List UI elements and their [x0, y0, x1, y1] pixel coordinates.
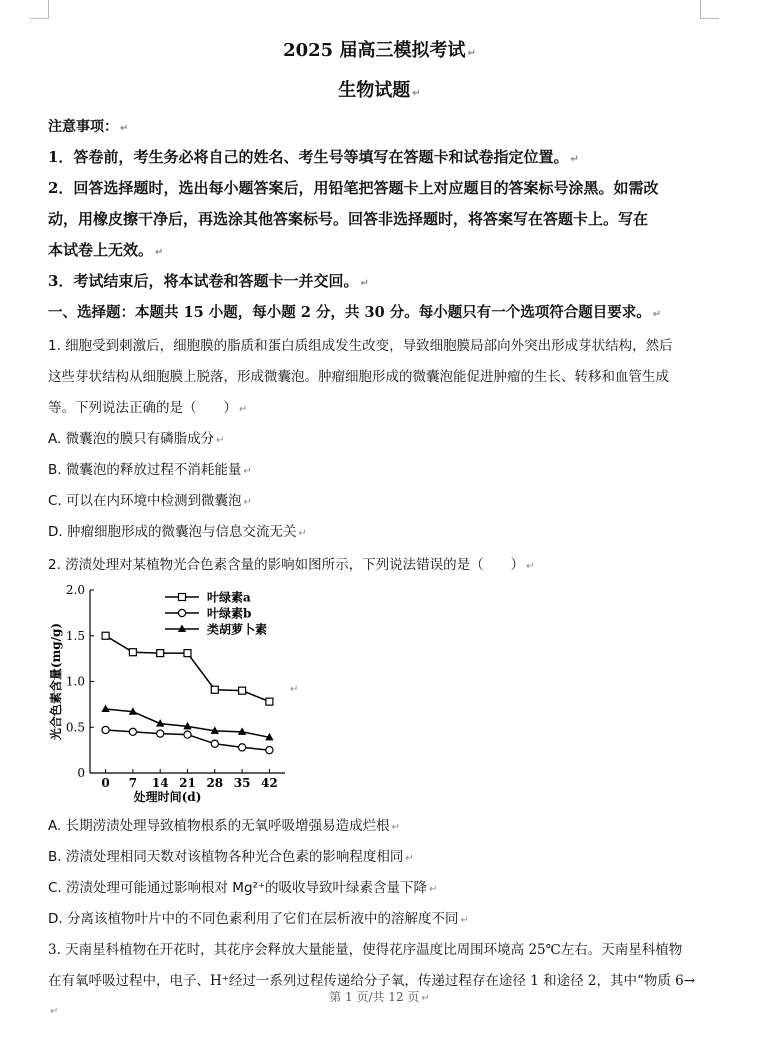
x-tick-label: 21 — [179, 776, 196, 790]
x-tick-label: 0 — [101, 776, 110, 790]
corner-mark-top-right — [700, 0, 719, 19]
question-2-stem: 2. 涝渍处理对某植物光合色素含量的影响如图所示，下列说法错误的是（ ） ↵ — [48, 557, 535, 573]
corner-mark-top-left — [30, 0, 49, 19]
x-tick-label: 28 — [206, 776, 224, 790]
question-3-line: 3. 天南星科植物在开花时，其花序会释放大量能量，使得花序温度比周围环境高 25℃左右。天南星科植物 — [48, 942, 683, 958]
question-2-option-c: C. 涝渍处理可能通过影响根对 Mg²⁺的吸收导致叶绿素含量下降 ↵ — [48, 880, 438, 896]
paragraph-mark: ↵ — [290, 684, 299, 695]
legend-label: 叶绿素b — [207, 606, 252, 621]
notice-heading: 注意事项： ↵ — [48, 119, 129, 135]
data-point-square — [129, 649, 136, 656]
question-1-option-c: C. 可以在内环境中检测到微囊泡 ↵ — [48, 493, 252, 509]
paragraph-mark: ↵ — [50, 1006, 59, 1017]
data-point-circle — [239, 744, 246, 751]
notice-item: 1．答卷前，考生务必将自己的姓名、考生号等填写在答题卡和试卷指定位置。 ↵ — [48, 148, 579, 166]
question-1-stem: 等。下列说法正确的是（ ） ↵ — [48, 400, 248, 416]
data-point-circle — [266, 747, 273, 754]
data-point-circle — [184, 731, 191, 738]
question-2-option-d: D. 分离该植物叶片中的不同色素利用了它们在层析液中的溶解度不同 ↵ — [48, 911, 469, 927]
data-point-circle — [211, 740, 218, 747]
data-point-triangle — [101, 704, 109, 712]
question-2-option-b: B. 涝渍处理相同天数对该植物各种光合色素的影响程度相同 ↵ — [48, 849, 414, 865]
question-1-stem: 这些芽状结构从细胞膜上脱落，形成微囊泡。肿瘤细胞形成的微囊泡能促进肿瘤的生长、转移和血管生成 — [48, 369, 669, 385]
question-1-option-d: D. 肿瘤细胞形成的微囊泡与信息交流无关 ↵ — [48, 524, 307, 540]
y-tick-label: 2.0 — [65, 583, 85, 597]
legend-label: 叶绿素a — [207, 590, 251, 605]
y-axis-title: 光合色素含量(mg/g) — [49, 622, 63, 741]
data-point-circle — [129, 728, 136, 735]
legend-marker-square — [179, 594, 186, 601]
data-point-square — [102, 632, 109, 639]
data-point-square — [184, 650, 191, 657]
question-1-option-b: B. 微囊泡的释放过程不消耗能量 ↵ — [48, 462, 252, 478]
page-footer: 第 1 页/共 12 页 ↵ — [329, 990, 430, 1004]
data-point-circle — [102, 726, 109, 733]
y-tick-label: 0 — [77, 766, 85, 780]
y-tick-label: 1.0 — [65, 674, 85, 689]
data-point-square — [239, 687, 246, 694]
y-tick-label: 0.5 — [65, 720, 85, 735]
data-point-square — [157, 650, 164, 657]
data-point-square — [266, 698, 273, 705]
x-axis-title: 处理时间(d) — [133, 790, 202, 804]
x-tick-label: 42 — [261, 776, 278, 790]
page-title: 2025 届高三模拟考试 ↵ — [283, 40, 476, 61]
question-2-option-a: A. 长期涝渍处理导致植物根系的无氧呼吸增强易造成烂根 ↵ — [48, 818, 400, 834]
legend-marker-circle — [178, 609, 185, 616]
notice-item: 本试卷上无效。 ↵ — [48, 241, 164, 259]
question-3-line: 在有氧呼吸过程中，电子、H⁺经过一系列过程传递给分子氧，传递过程存在途径 1 和途径 2，其中“物质 6→ — [48, 973, 696, 989]
legend-label: 类胡萝卜素 — [207, 622, 268, 637]
notice-item: 3．考试结束后，将本试卷和答题卡一并交回。 ↵ — [48, 272, 369, 290]
x-tick-label: 14 — [151, 776, 169, 790]
data-point-circle — [157, 730, 164, 737]
x-tick-label: 7 — [128, 776, 138, 790]
section-heading: 一、选择题：本题共 15 小题，每小题 2 分，共 30 分。每小题只有一个选项符合题目要求。 ↵ — [48, 304, 662, 321]
page-subtitle: 生物试题 ↵ — [338, 80, 421, 101]
notice-item: 2．回答选择题时，选出每小题答案后，用铅笔把答题卡上对应题目的答案标号涂黑。如需改 — [48, 179, 659, 197]
x-tick-label: 35 — [233, 776, 251, 790]
notice-item: 动，用橡皮擦干净后，再选涂其他答案标号。回答非选择题时，将答案写在答题卡上。写在 — [48, 210, 649, 228]
y-tick-label: 1.5 — [65, 628, 85, 643]
question-1-option-a: A. 微囊泡的膜只有磷脂成分 ↵ — [48, 431, 225, 447]
question-1-stem: 1. 细胞受到刺激后，细胞膜的脂质和蛋白质组成发生改变，导致细胞膜局部向外突出形成芽状结构，然后 — [48, 338, 673, 354]
data-point-square — [211, 686, 218, 693]
pigment-line-chart — [40, 578, 300, 808]
